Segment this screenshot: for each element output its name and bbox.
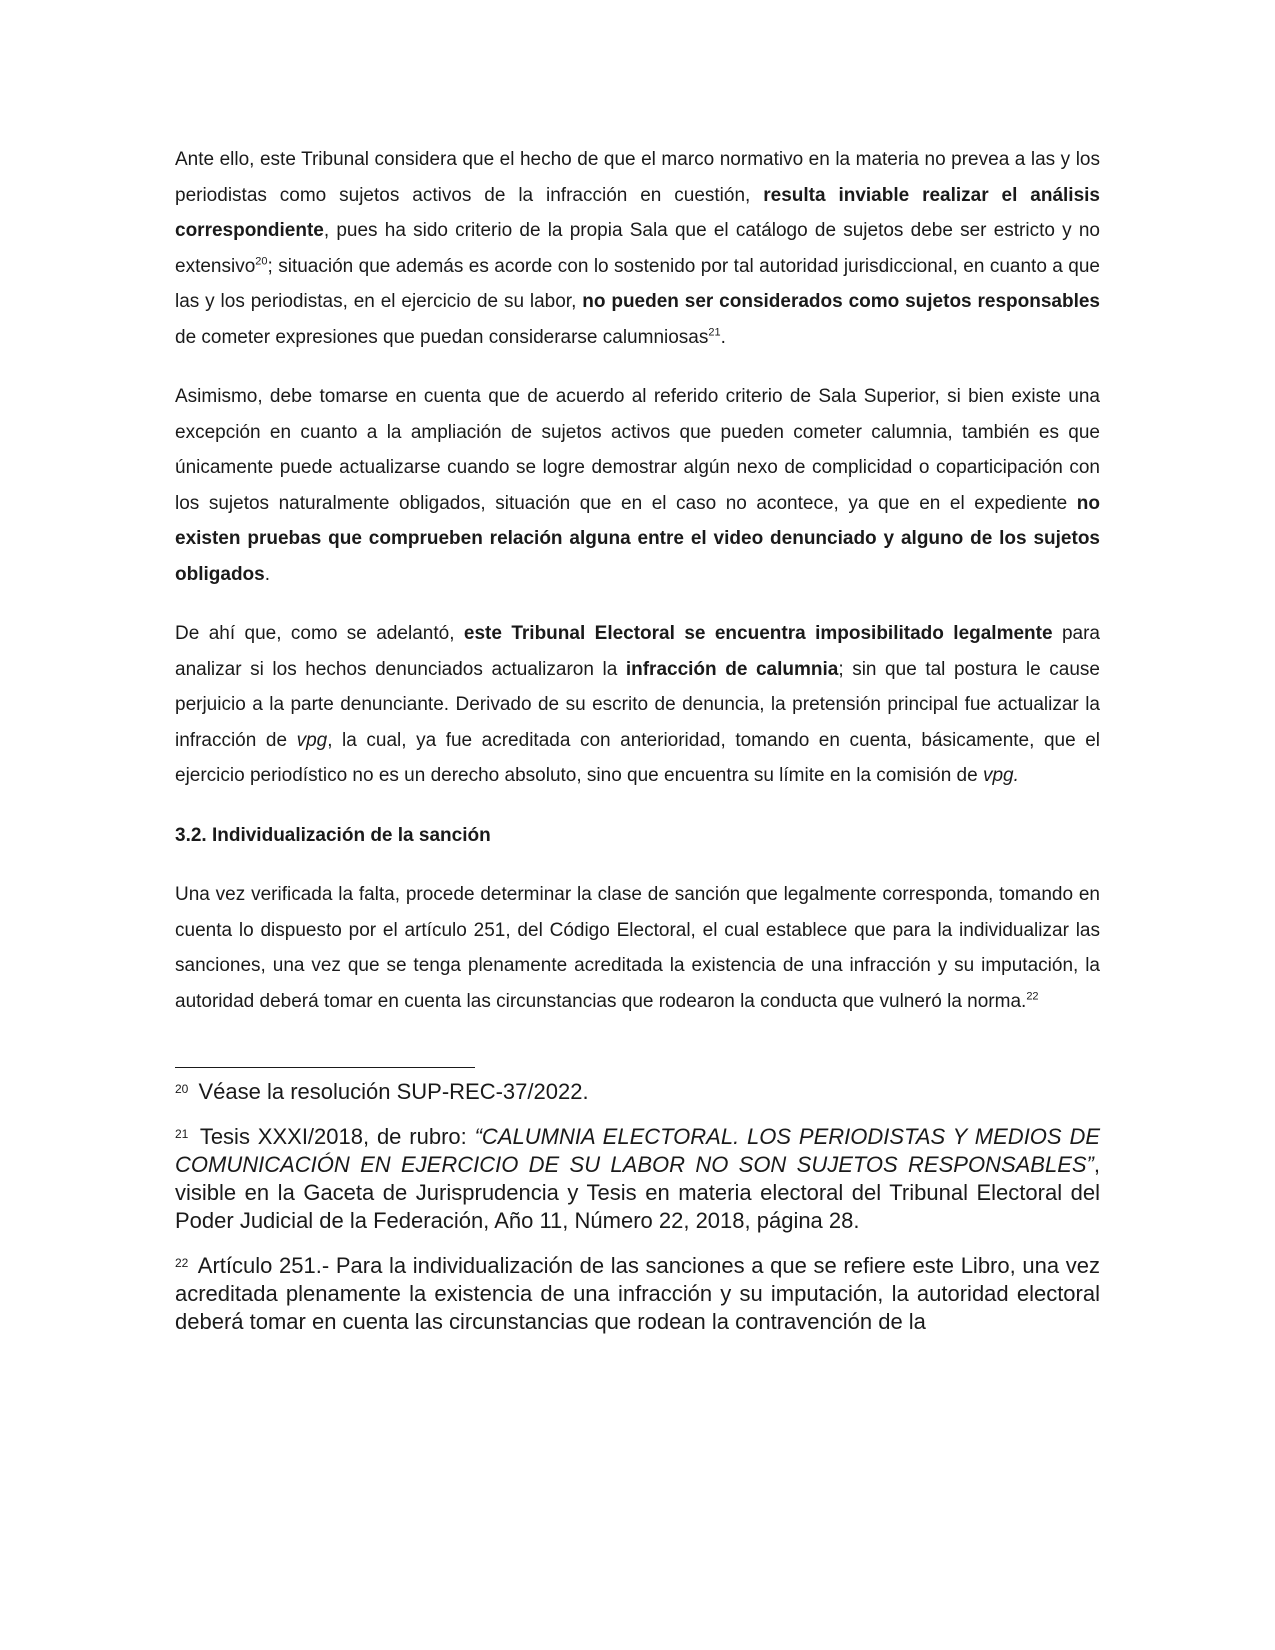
footnote-number: 20 (175, 1082, 189, 1096)
paragraph-1: Ante ello, este Tribunal considera que el hecho de que el marco normativo en la materia no prevea a las y los periodistas como sujetos activos de la infracción en cuestión, resulta inviable realizar el análisis correspondiente, pues ha sido criterio de la propia Sala que el catálogo de sujetos debe ser estricto y no extensivo$^{20}$; situación que además es acorde con lo sostenido por tal autoridad jurisdiccional, en cuanto a que las y los periodistas, en el ejercicio de su labor, no pueden ser considerados como sujetos responsables de cometer expresiones que puedan considerarse calumniosas$^{21}$. (175, 149, 1101, 348)
paragraph-3: De ahí que, como se adelantó, este Tribunal Electoral se encuentra imposibilitado legalmente para analizar si los hechos denunciados actualizaron la infracción de calumnia; sin que tal postura le cause perjuicio a la parte denunciante. Derivado de su escrito de denuncia, la pretensión principal fue actualizar la infracción de vpg, la cual, ya fue acreditada con anterioridad, tomando en cuenta, básicamente, que el ejercicio periodístico no es un derecho absoluto, sino que encuentra su límite en la comisión de vpg. (175, 623, 1100, 786)
footnote-number: 22 (175, 1256, 189, 1270)
footnote-ref-20: 20 (255, 255, 268, 268)
italic-term: vpg (296, 729, 328, 751)
section-heading: 3.2. Individualización de la sanción (175, 824, 491, 846)
italic-term: vpg. (982, 765, 1019, 786)
footnote-number: 21 (175, 1127, 189, 1141)
footnote-ref-22: 22 (1026, 990, 1039, 1003)
footnote-separator (175, 1067, 475, 1068)
bold-phrase: no pueden ser considerados como sujetos responsables (582, 291, 1100, 312)
bold-phrase: infracción de calumnia (625, 658, 839, 680)
paragraph-4: Una vez verificada la falta, procede determinar la clase de sanción que legalmente corresponda, tomando en cuenta lo dispuesto por el artículo 251, del Código Electoral, el cual establece que para la individualizar las sanciones, una vez que se tenga plenamente acreditada la existencia de una infracción y su imputación, la autoridad deberá tomar en cuenta las circunstancias que rodearon la conducta que vulneró la norma.$^{22}$ (175, 884, 1100, 1012)
bold-phrase: este Tribunal Electoral se encuentra imposibilitado legalmente (463, 623, 1053, 644)
footnote-ref-21: 21 (708, 326, 721, 339)
footnote-20: $^{20}$ Véase la resolución SUP-REC-37/2022. (175, 1079, 589, 1104)
italic-thesis-title: “CALUMNIA ELECTORAL. LOS PERIODISTAS Y MEDIOS DE COMUNICACIÓN EN EJERCICIO DE SU LABOR NO SON SUJETOS RESPONSABLES” (175, 1124, 1101, 1177)
footnote-21: $^{21}$ Tesis XXXI/2018, de rubro: “CALUMNIA ELECTORAL. LOS PERIODISTAS Y MEDIOS DE COMUNICACIÓN EN EJERCICIO DE SU LABOR NO SON SUJETOS RESPONSABLES”, visible en la Gaceta de Jurisprudencia y Tesis en materia electoral del Tribunal Electoral del Poder Judicial de la Federación, Año 11, Número 22, 2018, página 28. (175, 1124, 1101, 1233)
footnote-22: $^{22}$ Artículo 251.- Para la individualización de las sanciones a que se refiere este Libro, una vez acreditada plenamente la existencia de una infracción y su imputación, la autoridad electoral deberá tomar en cuenta las circunstancias que rodean la contravención de la (175, 1253, 1100, 1334)
paragraph-2: Asimismo, debe tomarse en cuenta que de acuerdo al referido criterio de Sala Superior, si bien existe una excepción en cuanto a la ampliación de sujetos activos que pueden cometer calumnia, también es que únicamente puede actualizarse cuando se logre demostrar algún nexo de complicidad o coparticipación con los sujetos naturalmente obligados, situación que en el caso no acontece, ya que en el expediente no existen pruebas que comprueben relación alguna entre el video denunciado y alguno de los sujetos obligados. (175, 386, 1100, 585)
bold-phrase: no existen pruebas que comprueben relación alguna entre el video denunciado y alguno de los sujetos obligados (175, 492, 1100, 585)
bold-phrase: resulta inviable realizar el análisis correspondiente (175, 184, 1101, 241)
